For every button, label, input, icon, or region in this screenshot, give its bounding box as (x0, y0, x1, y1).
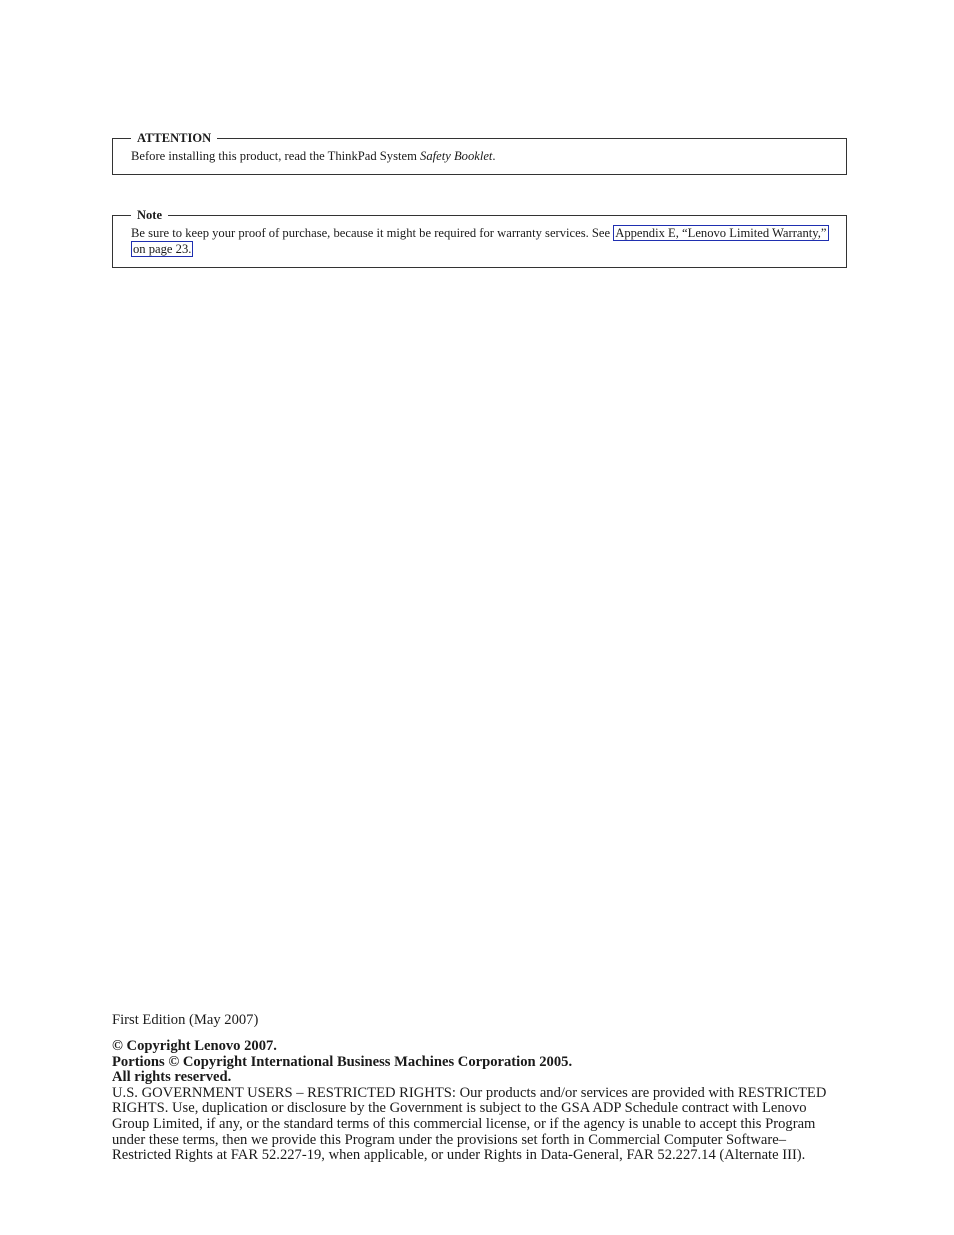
edition-notice: First Edition (May 2007) (112, 1012, 259, 1028)
attention-text-end: . (492, 149, 496, 163)
copyright-lenovo: © Copyright Lenovo 2007. (112, 1038, 277, 1054)
copyright-ibm: Portions © Copyright International Business Machines Corporation 2005. (112, 1053, 573, 1070)
restricted-rights-text: U.S. GOVERNMENT USERS – RESTRICTED RIGHTS: Our products and/or services are provided with RESTRICTED RIGHTS. Use, duplication or disclosure by the Government is subject to the GSA ADP Schedule contract with Lenovo Group Limited, if any, or the standard terms of this commercial license, or if the agency is unable to accept this Program under these terms, then we provide this Program under the provisions set forth in Commercial Computer Software–Restricted Rights at FAR 52.227-19, when applicable, or under Rights in Data-General, FAR 52.227.14 (Alternate III). (112, 1084, 827, 1164)
note-notice (112, 208, 847, 268)
attention-text (131, 148, 832, 164)
warranty-appendix-link[interactable]: Appendix E, “Lenovo Limited Warranty,” on page 23. (133, 226, 827, 256)
note-text-start: Be sure to keep your proof of purchase, because it might be required for warranty services. See (131, 226, 614, 240)
attention-notice (112, 131, 847, 175)
note-text (131, 225, 832, 257)
copyright-block (112, 1039, 842, 1164)
note-label: Note (131, 208, 168, 222)
safety-booklet-title: Safety Booklet (420, 149, 493, 163)
rights-reserved: All rights reserved. (112, 1069, 232, 1086)
attention-label: ATTENTION (131, 131, 217, 145)
attention-text-start: Before installing this product, read the ThinkPad System (131, 149, 421, 163)
